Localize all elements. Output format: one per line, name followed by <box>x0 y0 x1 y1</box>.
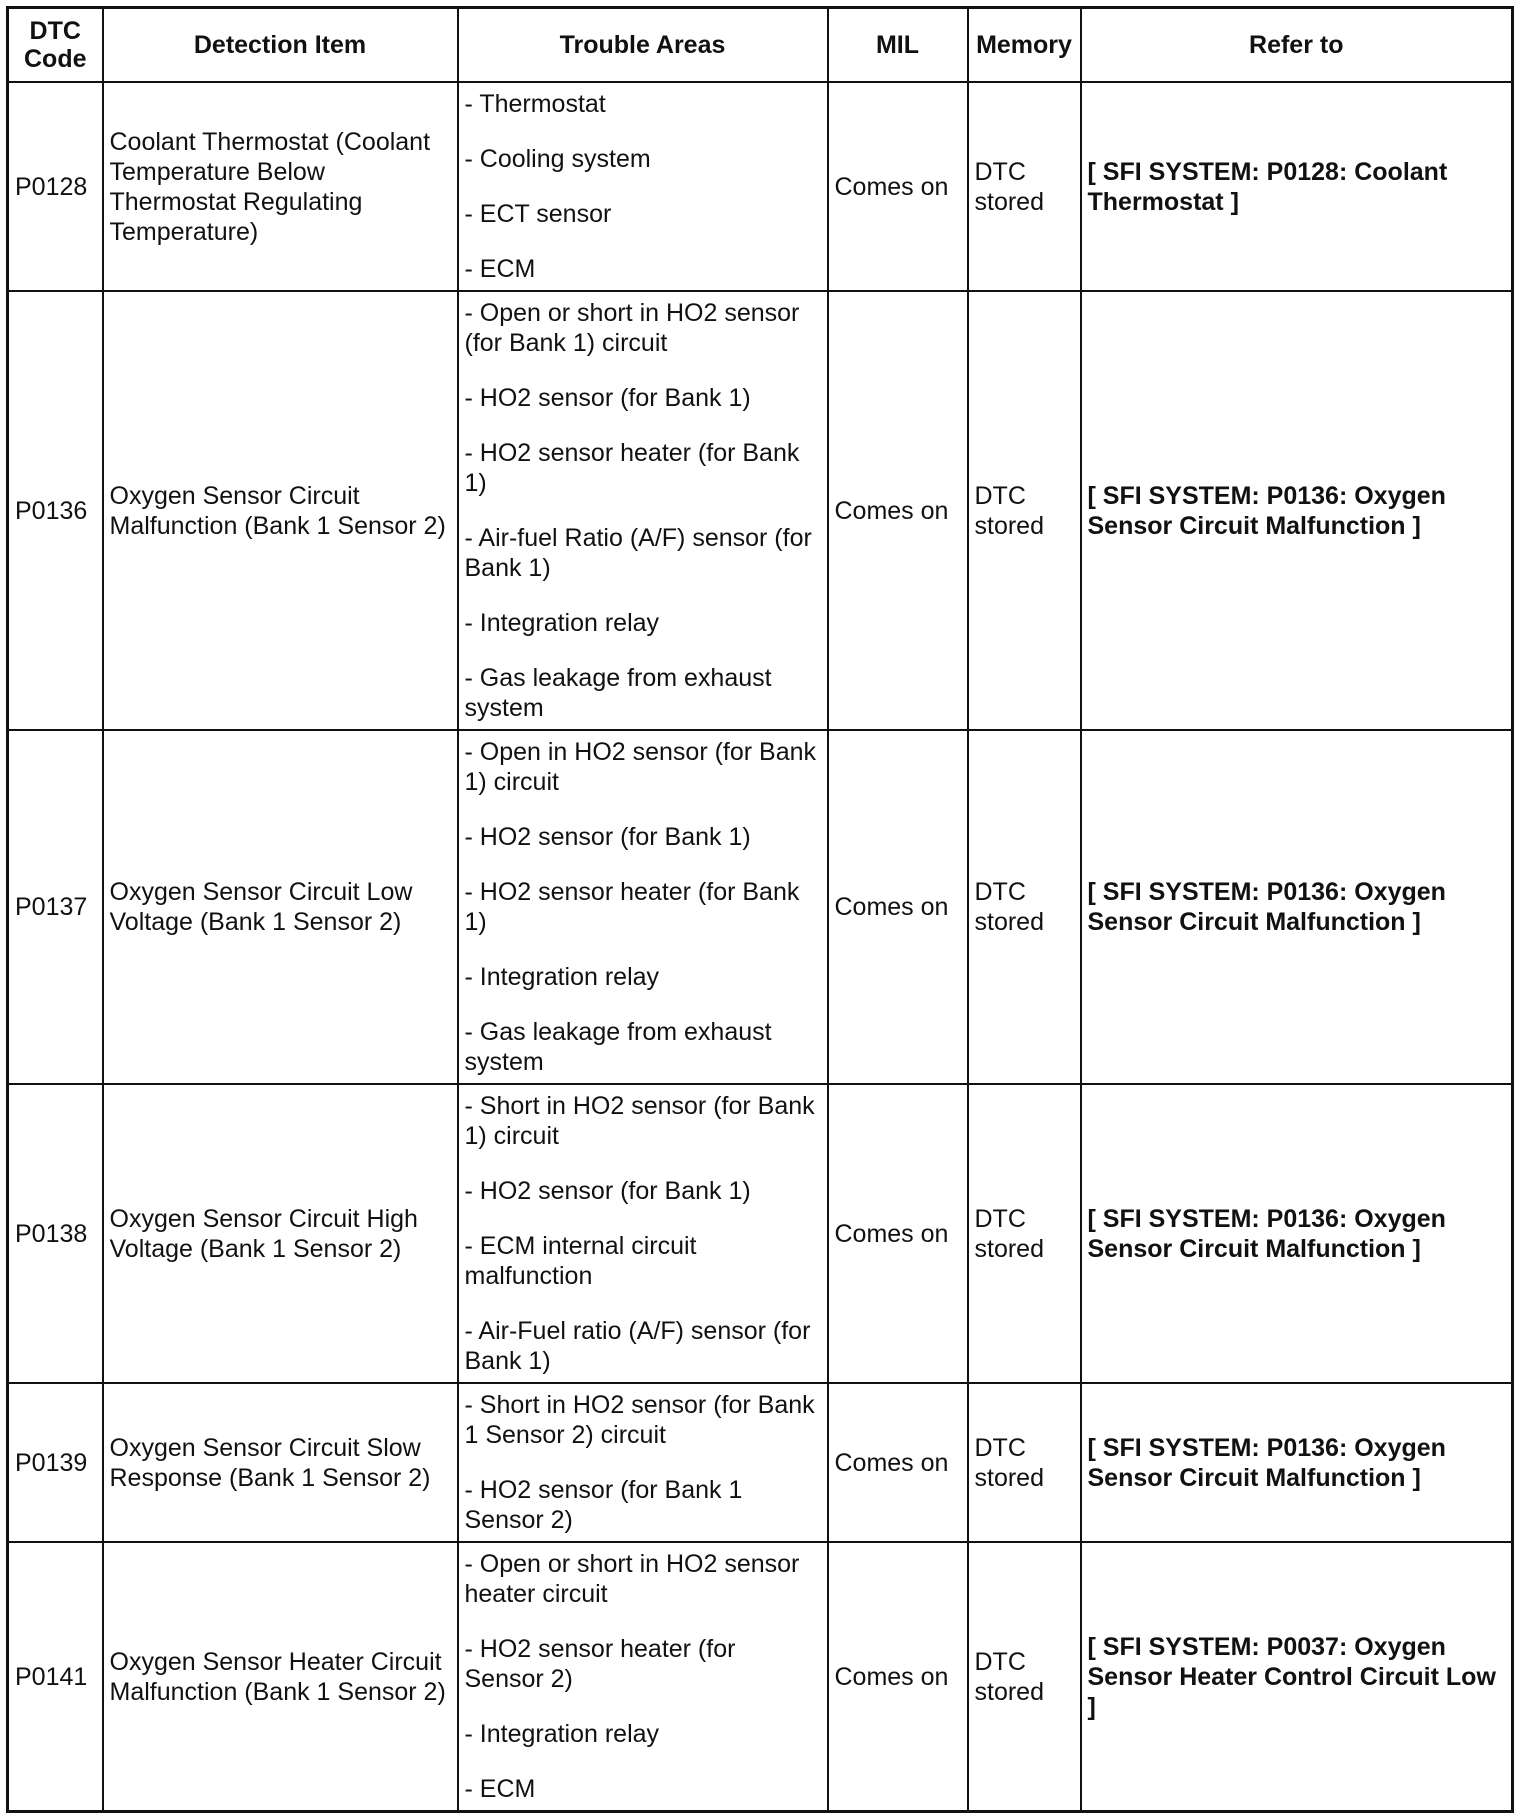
refer-to: [ SFI SYSTEM: P0037: Oxygen Sensor Heater Control Circuit Low ] <box>1081 1542 1513 1812</box>
refer-to: [ SFI SYSTEM: P0136: Oxygen Sensor Circuit Malfunction ] <box>1081 730 1513 1084</box>
trouble-area-item: - HO2 sensor heater (for Bank 1) <box>464 439 800 497</box>
detection-item: Oxygen Sensor Circuit Slow Response (Bank 1 Sensor 2) <box>103 1383 458 1542</box>
memory-status: DTC stored <box>968 291 1081 730</box>
trouble-area-item: - Air-Fuel ratio (A/F) sensor (for Bank 1) <box>464 1317 811 1375</box>
dtc-code: P0139 <box>8 1383 103 1542</box>
table-row <box>8 730 1513 1084</box>
trouble-area-item: - Thermostat <box>464 90 606 118</box>
refer-to: [ SFI SYSTEM: P0136: Oxygen Sensor Circuit Malfunction ] <box>1081 1383 1513 1542</box>
trouble-areas <box>458 730 828 1084</box>
trouble-area-item: - ECM <box>464 255 536 283</box>
refer-to: [ SFI SYSTEM: P0128: Coolant Thermostat ] <box>1081 82 1513 291</box>
trouble-area-item: - Gas leakage from exhaust system <box>464 664 772 722</box>
detection-item: Oxygen Sensor Circuit High Voltage (Bank 1 Sensor 2) <box>103 1084 458 1383</box>
mil-status: Comes on <box>828 730 968 1084</box>
memory-status: DTC stored <box>968 1383 1081 1542</box>
refer-to: [ SFI SYSTEM: P0136: Oxygen Sensor Circuit Malfunction ] <box>1081 291 1513 730</box>
table-row <box>8 1383 1513 1542</box>
trouble-area-item: - HO2 sensor heater (for Sensor 2) <box>464 1635 736 1693</box>
detection-item: Coolant Thermostat (Coolant Temperature Below Thermostat Regulating Temperature) <box>103 82 458 291</box>
trouble-area-item: - Integration relay <box>464 609 660 637</box>
mil-status: Comes on <box>828 291 968 730</box>
trouble-area-item: - Open in HO2 sensor (for Bank 1) circuit <box>464 738 817 796</box>
header-mil: MIL <box>828 8 968 83</box>
trouble-area-item: - ECM <box>464 1775 536 1803</box>
dtc-code: P0138 <box>8 1084 103 1383</box>
trouble-area-item: - HO2 sensor (for Bank 1) <box>464 1177 751 1205</box>
table-body <box>8 82 1513 1812</box>
trouble-area-item: - HO2 sensor heater (for Bank 1) <box>464 878 800 936</box>
detection-item: Oxygen Sensor Heater Circuit Malfunction (Bank 1 Sensor 2) <box>103 1542 458 1812</box>
detection-item: Oxygen Sensor Circuit Low Voltage (Bank 1 Sensor 2) <box>103 730 458 1084</box>
mil-status: Comes on <box>828 1383 968 1542</box>
refer-to: [ SFI SYSTEM: P0136: Oxygen Sensor Circuit Malfunction ] <box>1081 1084 1513 1383</box>
trouble-area-item: - ECT sensor <box>464 200 612 228</box>
trouble-area-item: - Air-fuel Ratio (A/F) sensor (for Bank 1) <box>464 524 812 582</box>
dtc-table <box>6 6 1514 1813</box>
memory-status: DTC stored <box>968 82 1081 291</box>
table-row <box>8 1542 1513 1812</box>
table-row <box>8 291 1513 730</box>
trouble-area-item: - Integration relay <box>464 963 660 991</box>
trouble-area-item: - ECM internal circuit malfunction <box>464 1232 697 1290</box>
trouble-areas <box>458 291 828 730</box>
mil-status: Comes on <box>828 1084 968 1383</box>
header-detection-item: Detection Item <box>103 8 458 83</box>
mil-status: Comes on <box>828 82 968 291</box>
memory-status: DTC stored <box>968 1084 1081 1383</box>
memory-status: DTC stored <box>968 730 1081 1084</box>
header-row <box>8 8 1513 83</box>
trouble-area-item: - HO2 sensor (for Bank 1 Sensor 2) <box>464 1476 743 1534</box>
header-code: DTC Code <box>8 8 103 83</box>
trouble-area-item: - Short in HO2 sensor (for Bank 1 Sensor 2) circuit <box>464 1391 815 1449</box>
trouble-area-item: - Short in HO2 sensor (for Bank 1) circuit <box>464 1092 815 1150</box>
table-row <box>8 1084 1513 1383</box>
detection-item: Oxygen Sensor Circuit Malfunction (Bank 1 Sensor 2) <box>103 291 458 730</box>
trouble-area-item: - Gas leakage from exhaust system <box>464 1018 772 1076</box>
table-row <box>8 82 1513 291</box>
dtc-code: P0136 <box>8 291 103 730</box>
trouble-area-item: - HO2 sensor (for Bank 1) <box>464 384 751 412</box>
header-trouble-areas: Trouble Areas <box>458 8 828 83</box>
trouble-areas <box>458 82 828 291</box>
mil-status: Comes on <box>828 1542 968 1812</box>
trouble-area-item: - Cooling system <box>464 145 651 173</box>
dtc-code: P0137 <box>8 730 103 1084</box>
trouble-areas <box>458 1084 828 1383</box>
trouble-area-item: - HO2 sensor (for Bank 1) <box>464 823 751 851</box>
memory-status: DTC stored <box>968 1542 1081 1812</box>
trouble-area-item: - Open or short in HO2 sensor heater circuit <box>464 1550 800 1608</box>
header-refer-to: Refer to <box>1081 8 1513 83</box>
trouble-areas <box>458 1542 828 1812</box>
dtc-code: P0128 <box>8 82 103 291</box>
header-memory: Memory <box>968 8 1081 83</box>
trouble-area-item: - Integration relay <box>464 1720 660 1748</box>
dtc-code: P0141 <box>8 1542 103 1812</box>
trouble-area-item: - Open or short in HO2 sensor (for Bank 1) circuit <box>464 299 800 357</box>
trouble-areas <box>458 1383 828 1542</box>
